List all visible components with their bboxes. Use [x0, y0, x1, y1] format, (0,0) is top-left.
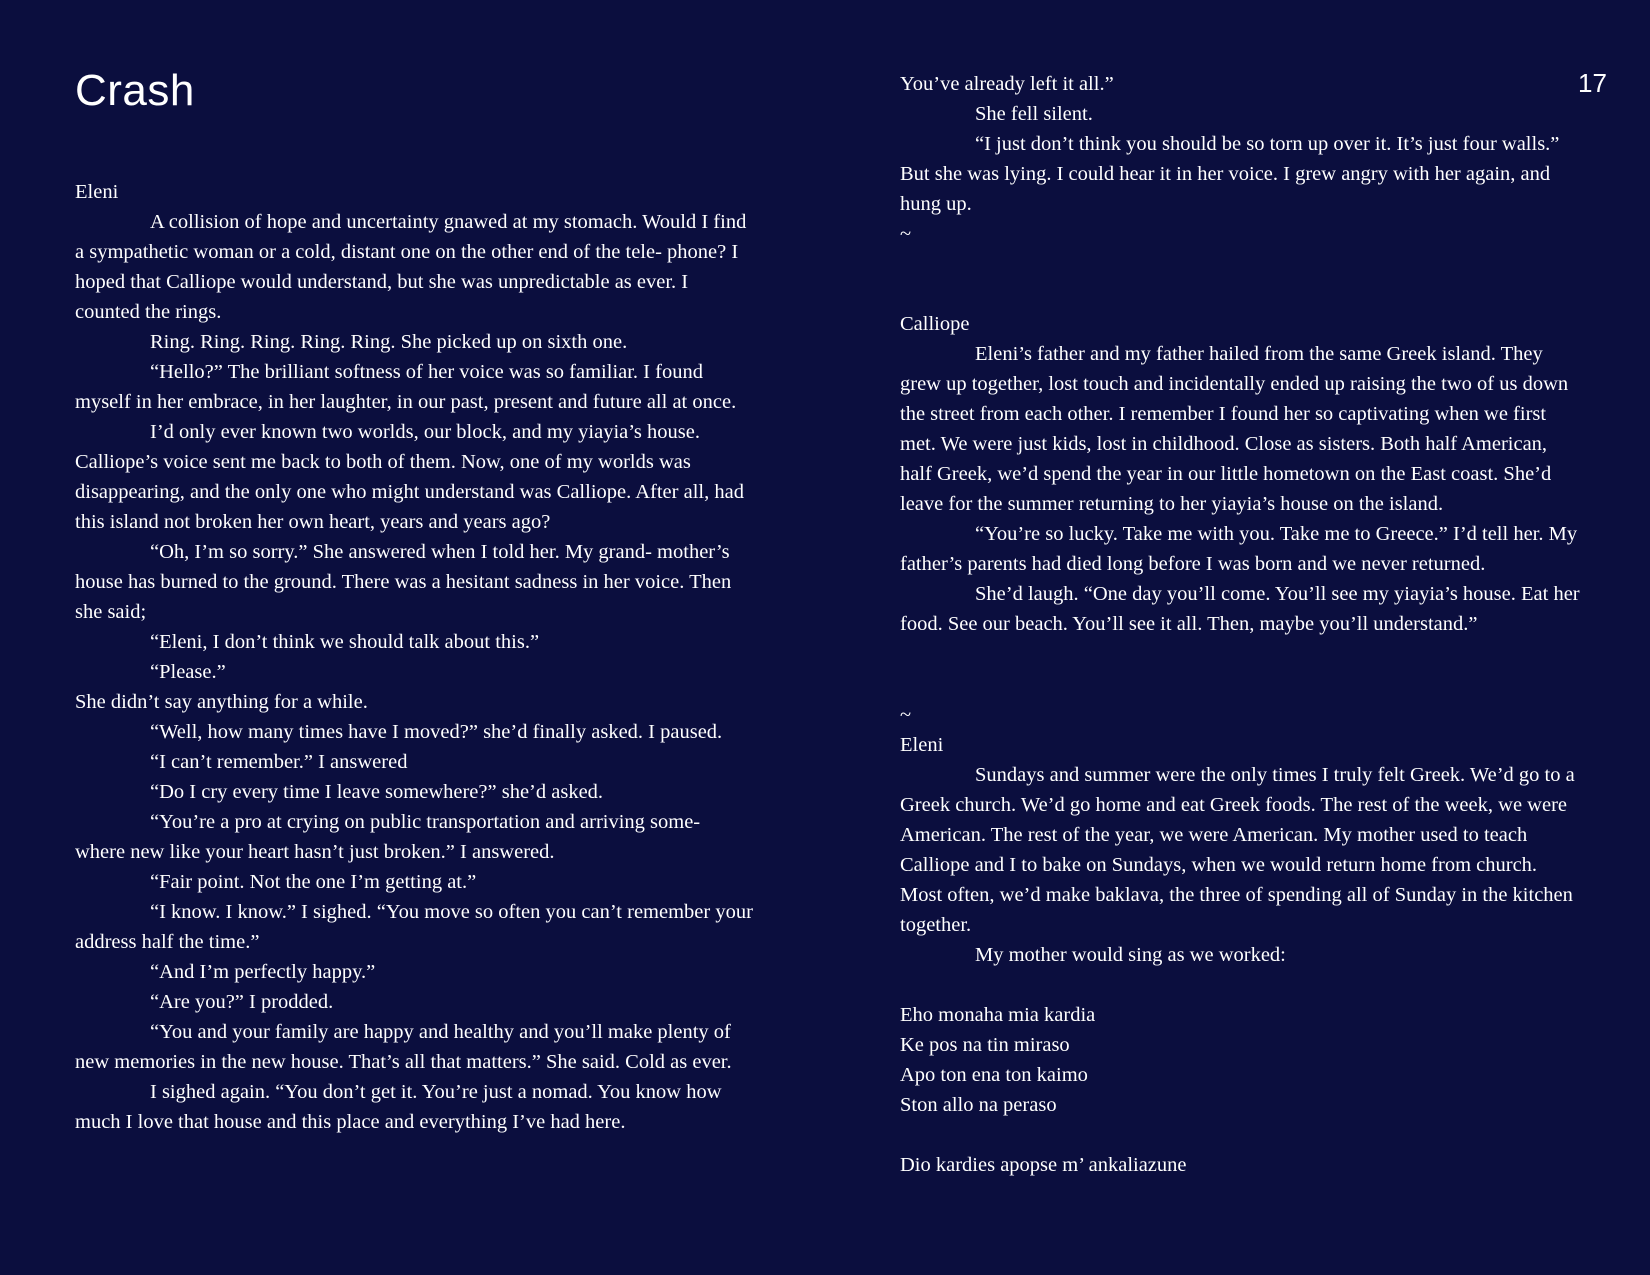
song-line: Eho monaha mia kardia: [900, 1004, 1096, 1026]
paragraph: “Hello?” The brilliant softness of her voice was so familiar. I found myself in her embrace, in her laughter, in our past, present and future all at once.: [75, 361, 737, 413]
left-page-text: [75, 177, 755, 1137]
paragraph: “You’re so lucky. Take me with you. Take me to Greece.” I’d tell her. My father’s parents had died long before I was born and we never returned.: [900, 523, 1578, 575]
paragraph: “Do I cry every time I leave somewhere?” she’d asked.: [150, 781, 604, 803]
spacer: [900, 1120, 1580, 1150]
paragraph: “I can’t remember.” I answered: [150, 751, 408, 773]
paragraph: “Please.”: [150, 661, 226, 683]
paragraph: She didn’t say anything for a while.: [75, 691, 368, 713]
song-line: Ston allo na peraso: [900, 1094, 1057, 1116]
chapter-title: Crash: [75, 66, 195, 115]
speaker-label: Calliope: [900, 313, 970, 335]
paragraph: Ring. Ring. Ring. Ring. Ring. She picked up on sixth one.: [150, 331, 628, 353]
paragraph: She’d laugh. “One day you’ll come. You’ll see my yiayia’s house. Eat her food. See our beach. You’ll see it all. Then, maybe you’ll understand.”: [900, 583, 1580, 635]
page-number: 17: [1578, 68, 1607, 98]
paragraph: A collision of hope and uncertainty gnawed at my stomach. Would I find a sympathetic woman or a cold, distant one on the other end of the tele- phone? I hoped that Calliope would understand, but she was unpredictable as ever. I counted the rings.: [75, 211, 747, 323]
paragraph: Eleni’s father and my father hailed from the same Greek island. They grew up together, lost touch and incidentally ended up raising the two of us down the street from each other. I remember I found her so captivating when we first met. We were just kids, lost in childhood. Close as sisters. Both half American, half Greek, we’d spend the year in our little hometown on the East coast. She’d leave for the summer returning to her yiayia’s house on the island.: [900, 343, 1569, 515]
song-line: Dio kardies apopse m’ ankaliazune: [900, 1154, 1187, 1176]
paragraph: “You and your family are happy and healthy and you’ll make plenty of new memories in the new house. That’s all that matters.” She said. Cold as ever.: [75, 1021, 732, 1073]
paragraph: “You’re a pro at crying on public transportation and arriving some- where new like your heart hasn’t just broken.” I answered.: [75, 811, 701, 863]
paragraph: My mother would sing as we worked:: [975, 944, 1286, 966]
song-line: Ke pos na tin miraso: [900, 1034, 1070, 1056]
paragraph: She fell silent.: [975, 103, 1093, 125]
paragraph: I sighed again. “You don’t get it. You’re just a nomad. You know how much I love that house and this place and everything I’ve had here.: [75, 1081, 722, 1133]
paragraph: “I know. I know.” I sighed. “You move so often you can’t remember your address half the time.”: [75, 901, 753, 953]
paragraph: “Oh, I’m so sorry.” She answered when I told her. My grand- mother’s house has burned to the ground. There was a hesitant sadness in her voice. Then she said;: [75, 541, 732, 623]
right-page-text-middle: [900, 309, 1580, 639]
paragraph: “Eleni, I don’t think we should talk about this.”: [150, 631, 540, 653]
paragraph: “And I’m perfectly happy.”: [150, 961, 376, 983]
paragraph: I’d only ever known two worlds, our block, and my yiayia’s house. Calliope’s voice sent me back to both of them. Now, one of my worlds was disappearing, and the only one who might understand was Calliope. After all, had this island not broken her own heart, years and years ago?: [75, 421, 744, 533]
speaker-label: Eleni: [75, 181, 119, 203]
paragraph: Sundays and summer were the only times I truly felt Greek. We’d go to a Greek church. We’d go home and eat Greek foods. The rest of the week, we were American. The rest of the year, we were American. My mother used to teach Calliope and I to bake on Sundays, when we would return home from church. Most often, we’d make baklava, the three of spending all of Sunday in the kitchen together.: [900, 764, 1575, 936]
paragraph: “Well, how many times have I moved?” she’d finally asked. I paused.: [150, 721, 723, 743]
paragraph: “Are you?” I prodded.: [150, 991, 334, 1013]
paragraph: “Fair point. Not the one I’m getting at.”: [150, 871, 477, 893]
section-divider: ~: [900, 704, 912, 726]
section-divider: ~: [900, 223, 912, 245]
paragraph: You’ve already left it all.”: [900, 73, 1114, 95]
right-page-text-bottom: [900, 700, 1580, 1180]
right-page-text-top: [900, 69, 1580, 249]
speaker-label: Eleni: [900, 734, 944, 756]
song-line: Apo ton ena ton kaimo: [900, 1064, 1088, 1086]
spacer: [900, 970, 1580, 1000]
paragraph: “I just don’t think you should be so torn up over it. It’s just four walls.” But she was lying. I could hear it in her voice. I grew angry with her again, and hung up.: [900, 133, 1560, 215]
